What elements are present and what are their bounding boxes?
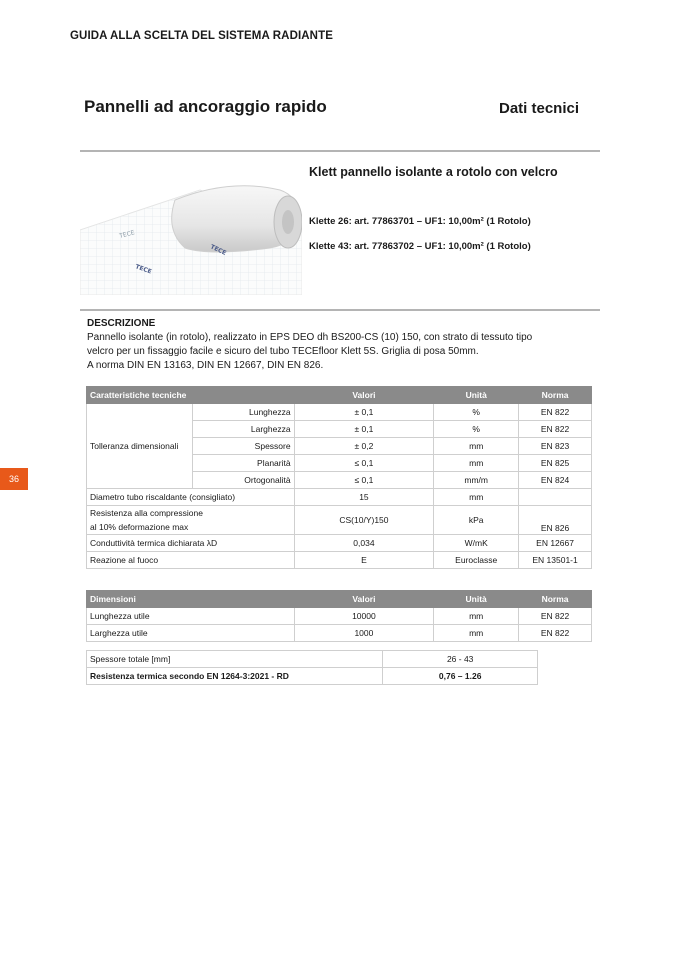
header-dimensions: Dimensioni	[87, 591, 295, 608]
row-value: CS(10/Y)150	[294, 506, 434, 535]
row-norm	[519, 489, 592, 506]
row-name: Larghezza utile	[87, 625, 295, 642]
dimensions-table	[86, 590, 592, 642]
header-values: Valori	[294, 387, 434, 404]
article-line: Klette 43: art. 77863702 – UF1: 10,00m² (1 Rotolo)	[309, 241, 531, 252]
row-value: ± 0,1	[294, 404, 434, 421]
description-line: Pannello isolante (in rotolo), realizzato in EPS DEO dh BS200-CS (10) 150, con strato di tessuto tipo	[87, 332, 533, 343]
row-name: Lunghezza utile	[87, 608, 295, 625]
table-row	[87, 651, 538, 668]
tolerance-group-label: Tolleranza dimensionali	[87, 404, 193, 489]
row-unit: W/mK	[434, 535, 519, 552]
row-name: Ortogonalità	[192, 472, 294, 489]
row-unit: mm	[434, 625, 519, 642]
row-unit: %	[434, 421, 519, 438]
sheet-print: TECE	[209, 243, 228, 257]
table-row	[87, 668, 538, 685]
table-header-row	[87, 387, 592, 404]
description-label: DESCRIZIONE	[87, 318, 156, 329]
row-unit: mm	[434, 455, 519, 472]
row-value: E	[294, 552, 434, 569]
row-norm: EN 826	[519, 506, 592, 535]
row-norm: EN 822	[519, 421, 592, 438]
header-characteristics: Caratteristiche tecniche	[87, 387, 295, 404]
article-line: Klette 26: art. 77863701 – UF1: 10,00m² (1 Rotolo)	[309, 216, 531, 227]
row-unit: kPa	[434, 506, 519, 535]
row-norm: EN 824	[519, 472, 592, 489]
header-norm: Norma	[519, 591, 592, 608]
row-name: Conduttività termica dichiarata λD	[87, 535, 295, 552]
row-value: 0,76 – 1.26	[383, 668, 538, 685]
header-unit: Unità	[434, 387, 519, 404]
row-name: Resistenza termica secondo EN 1264-3:2021 - RD	[87, 668, 383, 685]
row-name-line: Resistenza alla compressione	[90, 507, 203, 518]
row-unit: Euroclasse	[434, 552, 519, 569]
sheet-print: TECE	[134, 263, 153, 276]
row-unit: mm/m	[434, 472, 519, 489]
row-value: ≤ 0,1	[294, 472, 434, 489]
row-norm: EN 13501-1	[519, 552, 592, 569]
document-header-title: GUIDA ALLA SCELTA DEL SISTEMA RADIANTE	[70, 30, 333, 42]
table-row	[87, 535, 592, 552]
row-value: ≤ 0,1	[294, 455, 434, 472]
table-row	[87, 404, 592, 421]
top-divider	[80, 150, 600, 152]
section-tag: Dati tecnici	[499, 100, 580, 117]
table-header-row	[87, 591, 592, 608]
row-value: 1000	[294, 625, 434, 642]
technical-characteristics-table	[86, 386, 592, 569]
table-row	[87, 506, 592, 535]
thickness-resistance-table	[86, 650, 538, 685]
row-value: ± 0,2	[294, 438, 434, 455]
row-unit: %	[434, 404, 519, 421]
table-row	[87, 608, 592, 625]
header-values: Valori	[294, 591, 434, 608]
sheet-print: TECE	[118, 229, 136, 240]
row-value: 26 - 43	[383, 651, 538, 668]
row-name: Diametro tubo riscaldante (consigliato)	[87, 489, 295, 506]
row-norm: EN 823	[519, 438, 592, 455]
header-norm: Norma	[519, 387, 592, 404]
insulation-roll-image	[80, 160, 302, 295]
row-unit: mm	[434, 489, 519, 506]
description-text	[87, 331, 587, 373]
description-divider	[80, 309, 600, 311]
row-norm: EN 12667	[519, 535, 592, 552]
row-name: Larghezza	[192, 421, 294, 438]
row-norm: EN 822	[519, 608, 592, 625]
row-name	[87, 506, 295, 535]
row-value: 10000	[294, 608, 434, 625]
table-row	[87, 552, 592, 569]
product-title: Klett pannello isolante a rotolo con velcro	[309, 165, 558, 179]
row-name: Lunghezza	[192, 404, 294, 421]
description-line: A norma DIN EN 13163, DIN EN 12667, DIN EN 826.	[87, 360, 324, 371]
row-name: Spessore totale [mm]	[87, 651, 383, 668]
row-value: ± 0,1	[294, 421, 434, 438]
row-unit: mm	[434, 608, 519, 625]
page-number-badge: 36	[0, 468, 28, 490]
row-unit: mm	[434, 438, 519, 455]
row-name: Spessore	[192, 438, 294, 455]
row-norm: EN 825	[519, 455, 592, 472]
row-value: 15	[294, 489, 434, 506]
row-value: 0,034	[294, 535, 434, 552]
description-line: velcro per un fissaggio facile e sicuro del tubo TECEfloor Klett 5S. Griglia di posa 50mm.	[87, 346, 479, 357]
row-name-line: al 10% deformazione max	[90, 521, 189, 532]
row-name: Reazione al fuoco	[87, 552, 295, 569]
page-heading: Pannelli ad ancoraggio rapido	[84, 97, 327, 116]
table-row	[87, 625, 592, 642]
row-name: Planarità	[192, 455, 294, 472]
row-norm: EN 822	[519, 404, 592, 421]
row-norm: EN 822	[519, 625, 592, 642]
table-row	[87, 489, 592, 506]
header-unit: Unità	[434, 591, 519, 608]
